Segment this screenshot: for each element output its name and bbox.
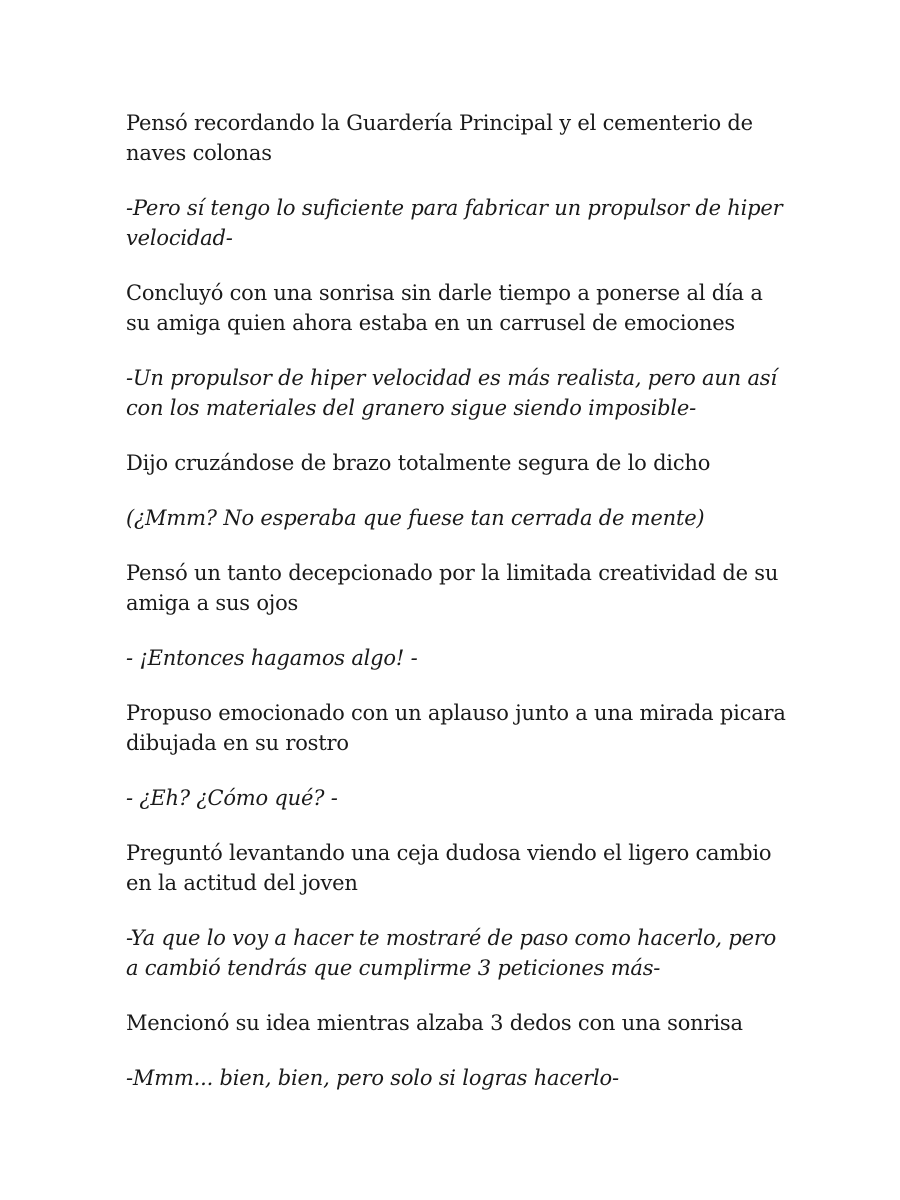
paragraph-narration: Mencionó su idea mientras alzaba 3 dedos con una sonrisa [126, 1011, 743, 1035]
paragraph-narration: Pensó recordando la Guardería Principal y el cementerio de naves colonas [126, 111, 753, 165]
paragraph-dialogue: - ¡Entonces hagamos algo! - [126, 646, 418, 670]
paragraph-narration: Preguntó levantando una ceja dudosa viendo el ligero cambio en la actitud del joven [126, 841, 772, 895]
paragraph-dialogue: -Mmm... bien, bien, pero solo si logras hacerlo- [126, 1066, 619, 1090]
paragraph-dialogue: -Un propulsor de hiper velocidad es más realista, pero aun así con los materiales del granero sigue siendo imposible- [126, 366, 777, 420]
paragraph-narration: Pensó un tanto decepcionado por la limitada creatividad de su amiga a sus ojos [126, 561, 779, 615]
paragraph-thought: (¿Mmm? No esperaba que fuese tan cerrada de mente) [126, 506, 705, 530]
paragraph-narration: Concluyó con una sonrisa sin darle tiempo a ponerse al día a su amiga quien ahora estaba en un carrusel de emociones [126, 281, 763, 335]
paragraph-narration: Dijo cruzándose de brazo totalmente segura de lo dicho [126, 451, 711, 475]
paragraph-narration: Propuso emocionado con un aplauso junto a una mirada picara dibujada en su rostro [126, 701, 786, 755]
text-body [126, 108, 786, 1118]
paragraph-dialogue: -Pero sí tengo lo suficiente para fabricar un propulsor de hiper velocidad- [126, 196, 783, 250]
paragraph-dialogue: -Ya que lo voy a hacer te mostraré de paso como hacerlo, pero a cambió tendrás que cumplirme 3 peticiones más- [126, 926, 777, 980]
paragraph-dialogue: - ¿Eh? ¿Cómo qué? - [126, 786, 338, 810]
